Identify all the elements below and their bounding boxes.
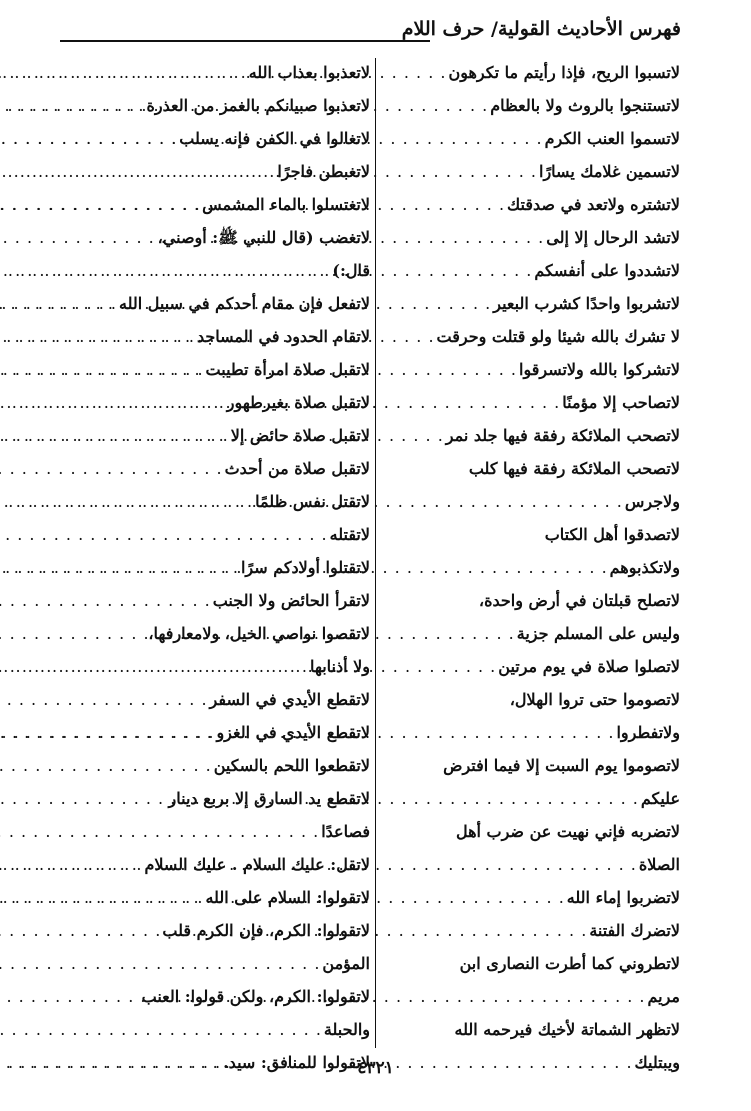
index-entry xyxy=(70,419,370,452)
index-entry xyxy=(380,518,680,551)
entry-text: عليكم xyxy=(640,789,680,808)
entry-text: لاتقبل صلاة بغيرطهور xyxy=(226,393,370,412)
index-entry xyxy=(70,617,370,650)
entry-text: لاتشركوا بالله ولاتسرقوا xyxy=(519,360,680,379)
index-entry xyxy=(380,881,680,914)
entry-text: لاتغبطن فاجرًا xyxy=(277,162,370,181)
entry-text: لاتقبل صلاة امرأة تطيبت xyxy=(205,360,370,379)
index-column-right xyxy=(380,56,680,1079)
entry-text: مريم xyxy=(647,987,680,1006)
index-entry xyxy=(380,683,680,716)
index-entry xyxy=(380,56,680,89)
index-entry xyxy=(70,221,370,254)
index-entry xyxy=(380,1013,680,1046)
index-entry xyxy=(380,122,680,155)
entry-text: ويبتليك xyxy=(634,1053,680,1072)
index-entry xyxy=(380,485,680,518)
index-entry xyxy=(380,650,680,683)
leader-dots xyxy=(0,518,330,551)
entry-text: لاتضرك الفتنة xyxy=(589,921,680,940)
entry-text: لاتغالوا في الكفن فإنه يسلب xyxy=(179,129,370,148)
entry-text: والحبلة xyxy=(323,1020,370,1039)
index-entry xyxy=(70,386,370,419)
leader-dots xyxy=(0,254,332,287)
entry-text: قال:) xyxy=(332,261,370,280)
entry-text: لاتقطع الأيدي في الغزو xyxy=(216,723,370,742)
entry-text: لاتصحب الملائكة رفقة فيها جلد نمر xyxy=(445,426,680,445)
index-entry xyxy=(70,848,370,881)
index-entry xyxy=(70,287,370,320)
index-entry xyxy=(70,56,370,89)
index-entry xyxy=(70,716,370,749)
entry-text: لا تشرك بالله شيئا ولو قتلت وحرقت xyxy=(436,327,680,346)
entry-text: لاتصلح قبلتان في أرض واحدة، xyxy=(478,591,680,610)
index-entry xyxy=(70,1013,370,1046)
header-rule xyxy=(60,40,430,42)
leader-dots xyxy=(0,155,277,188)
entry-text: ولاجرس xyxy=(624,492,680,511)
leader-dots xyxy=(0,320,197,353)
index-entry xyxy=(380,551,680,584)
entry-text: لاتقطع يد السارق إلا بربع دينار xyxy=(168,789,370,808)
index-entry xyxy=(70,122,370,155)
index-entry xyxy=(380,617,680,650)
index-entry xyxy=(70,353,370,386)
entry-text: لاتصوموا حتى تروا الهلال، xyxy=(509,690,680,709)
entry-text: لاتعذبوا بعذاب الله xyxy=(248,63,370,82)
entry-text: لاتظهر الشماتة لأخيك فيرحمه الله xyxy=(454,1020,680,1039)
entry-text: لاتطروني كما أطرت النصارى ابن xyxy=(459,954,680,973)
entry-text: لاتقرأ الحائض ولا الجنب xyxy=(212,591,370,610)
leader-dots xyxy=(0,749,214,782)
index-entry xyxy=(70,815,370,848)
entry-text: لاتقطع الأيدي في السفر xyxy=(209,690,370,709)
entry-text: ولا أذنابها xyxy=(309,657,370,676)
index-entry xyxy=(70,782,370,815)
index-entry xyxy=(70,485,370,518)
index-entry xyxy=(380,848,680,881)
index-entry xyxy=(380,287,680,320)
index-entry xyxy=(70,650,370,683)
leader-dots xyxy=(0,947,322,980)
leader-dots xyxy=(0,650,310,683)
leader-dots xyxy=(0,89,147,122)
entry-text: لاتقتلوا أولادكم سرًا xyxy=(240,558,370,577)
index-entry xyxy=(70,518,370,551)
entry-text: لاتقولوا: السلام على الله xyxy=(205,888,370,907)
leader-dots xyxy=(0,881,205,914)
entry-text: لاتقولوا للمنافق: سيد. xyxy=(223,1053,370,1072)
entry-text: لاتقولوا: الكرم، ولكن قولوا: العنب xyxy=(141,987,370,1006)
entry-text: لاتسمين غلامك يسارًا xyxy=(539,162,680,181)
entry-text: لاتغتسلوا بالماء المشمس xyxy=(202,195,370,214)
entry-text: لاتقطعوا اللحم بالسكين xyxy=(213,756,370,775)
entry-text: لاتعذبوا صبيانكم بالغمز من العذرة xyxy=(146,96,370,115)
index-entry xyxy=(70,551,370,584)
leader-dots xyxy=(0,848,144,881)
leader-dots xyxy=(0,683,210,716)
leader-dots xyxy=(0,419,231,452)
leader-dots xyxy=(0,353,206,386)
leader-dots xyxy=(0,287,119,320)
page-title: فهرس الأحاديث القولية/ حرف اللام xyxy=(401,18,681,40)
entry-text: لاتشد الرحال إلا إلى xyxy=(546,228,680,247)
entry-text: لاتصوموا يوم السبت إلا فيما افترض xyxy=(443,756,680,775)
page-number: ٤٣٢١ xyxy=(357,1058,394,1078)
entry-text: لاتسبوا الريح، فإذا رأيتم ما تكرهون xyxy=(448,63,680,82)
leader-dots xyxy=(0,551,241,584)
entry-text: لاتشددوا على أنفسكم xyxy=(534,261,680,280)
entry-text: لاتقتله xyxy=(329,525,370,544)
index-entry xyxy=(70,320,370,353)
index-entry xyxy=(70,254,370,287)
entry-text: لاتقولوا: الكرم، فإن الكرم قلب xyxy=(162,921,370,940)
entry-text: لاتسموا العنب الكرم xyxy=(544,129,680,148)
index-entry xyxy=(70,914,370,947)
leader-dots xyxy=(0,716,216,749)
index-entry xyxy=(70,584,370,617)
entry-text: لاتفعل فإن مقام أحدكم في سبيل الله xyxy=(118,294,370,313)
leader-dots xyxy=(0,815,321,848)
index-entry xyxy=(70,89,370,122)
leader-dots xyxy=(0,1013,324,1046)
entry-text: لاتقبل صلاة من أحدث xyxy=(224,459,370,478)
leader-dots xyxy=(0,584,213,617)
index-entry xyxy=(380,749,680,782)
index-entry xyxy=(70,683,370,716)
entry-text: لاتقتل نفس ظلمًا xyxy=(255,492,370,511)
leader-dots xyxy=(0,122,179,155)
index-column-left xyxy=(70,56,370,1079)
index-entry xyxy=(70,188,370,221)
index-entry xyxy=(70,749,370,782)
index-entry xyxy=(70,947,370,980)
leader-dots xyxy=(0,452,225,485)
entry-text: فصاعدًا xyxy=(321,822,370,841)
index-entry xyxy=(380,980,680,1013)
index-entry xyxy=(380,452,680,485)
index-entry xyxy=(380,584,680,617)
entry-text: لاتضربوا إماء الله xyxy=(566,888,680,907)
index-entry xyxy=(70,980,370,1013)
entry-text: لاتقام الحدود في المساجد xyxy=(196,327,370,346)
index-entry xyxy=(380,419,680,452)
entry-text: لاتصاحب إلا مؤمنًا xyxy=(562,393,680,412)
index-entry xyxy=(380,221,680,254)
leader-dots xyxy=(0,188,202,221)
entry-text: لاتشربوا واحدًا كشرب البعير xyxy=(493,294,680,313)
index-entry xyxy=(380,320,680,353)
index-entry xyxy=(380,89,680,122)
entry-text: ولاتفطروا xyxy=(616,723,680,742)
index-entry xyxy=(70,452,370,485)
index-entry xyxy=(380,947,680,980)
entry-text: لاتقبل صلاة حائض إلا xyxy=(230,426,370,445)
page-header xyxy=(60,14,681,46)
index-entry xyxy=(380,353,680,386)
entry-text: لاتقل: عليك السلام . عليك السلام xyxy=(144,855,370,874)
index-entry xyxy=(380,188,680,221)
index-entry xyxy=(380,254,680,287)
index-entry xyxy=(70,155,370,188)
entry-text: وليس على المسلم جزية xyxy=(516,624,680,643)
entry-text: الصلاة xyxy=(638,855,680,874)
index-entry xyxy=(380,386,680,419)
index-entry xyxy=(380,914,680,947)
leader-dots xyxy=(0,386,227,419)
index-entry xyxy=(380,155,680,188)
leader-dots xyxy=(0,56,249,89)
entry-text: لاتصدقوا أهل الكتاب xyxy=(544,525,680,544)
leader-dots xyxy=(0,485,255,518)
entry-text: ولاتكذبوهم xyxy=(609,558,680,577)
index-entry xyxy=(380,782,680,815)
index-entry xyxy=(380,716,680,749)
entry-text: المؤمن xyxy=(322,954,370,973)
entry-text: لاتقصوا نواصي الخيل، ولامعارفها، xyxy=(148,624,370,643)
entry-text: لاتضربه فإني نهيت عن ضرب أهل xyxy=(455,822,680,841)
index-entry xyxy=(380,815,680,848)
entry-text: لاتشتره ولاتعد في صدقتك xyxy=(507,195,680,214)
entry-text: لاتغضب (قال للنبي ﷺ: أوصني، xyxy=(157,228,370,247)
entry-text: لاتصلوا صلاة في يوم مرتين xyxy=(498,657,680,676)
entry-text: لاتصحب الملائكة رفقة فيها كلب xyxy=(468,459,680,478)
index-entry xyxy=(70,881,370,914)
entry-text: لاتستنجوا بالروث ولا بالعظام xyxy=(490,96,680,115)
